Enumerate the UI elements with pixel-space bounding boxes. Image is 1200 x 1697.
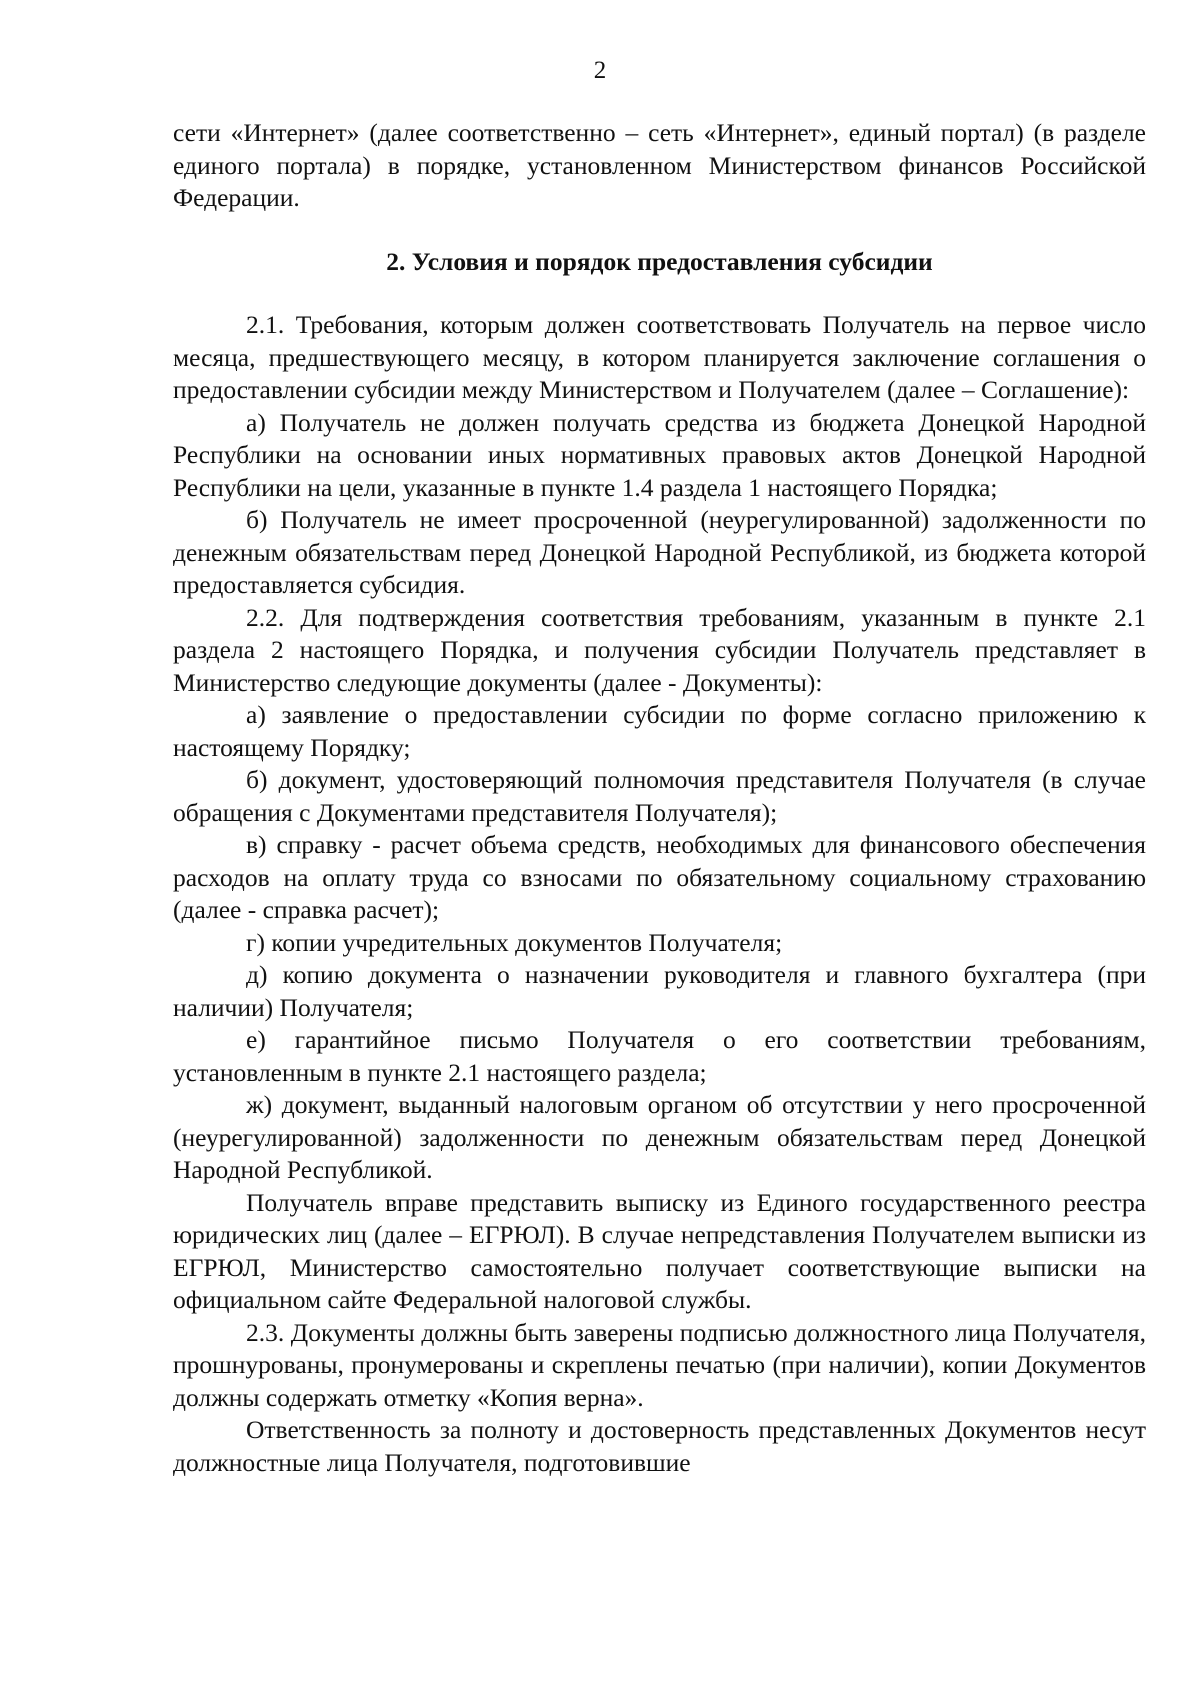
egrul-paragraph: Получатель вправе представить выписку из Единого государственного реестра юридических лиц (далее – ЕГРЮЛ). В случае непредставления Получателем выписки из ЕГРЮЛ, Министерство самостоятельно получает соответствующие выписки на официальном сайте Федеральной налоговой службы. bbox=[173, 1187, 1146, 1314]
intro-paragraph: сети «Интернет» (далее соответственно – сеть «Интернет», единый портал) (в разделе единого портала) в порядке, установленном Министерством финансов Российской Федерации. bbox=[173, 118, 1146, 212]
page-number: 2 bbox=[593, 57, 607, 84]
responsibility-paragraph: Ответственность за полноту и достоверность представленных Документов несут должностные лица Получателя, подготовившие bbox=[173, 1415, 1146, 1477]
clause-2-2-e: е) гарантийное письмо Получателя о его соответствии требованиям, установленным в пункте 2.1 настоящего раздела; bbox=[173, 1025, 1146, 1087]
clause-2-2: 2.2. Для подтверждения соответствия требованиям, указанным в пункте 2.1 раздела 2 настоящего Порядка, и получения субсидии Получатель представляет в Министерство следующие документы (далее - Документы): bbox=[173, 602, 1146, 697]
clause-2-1-a: а) Получатель не должен получать средства из бюджета Донецкой Народной Республики на основании иных нормативных правовых актов Донецкой Народной Республики на цели, указанные в пункте 1.4 раздела 1 настоящего Порядка; bbox=[173, 407, 1146, 502]
clause-2-1: 2.1. Требования, которым должен соответствовать Получатель на первое число месяца, предшествующего месяцу, в котором планируется заключение соглашения о предоставлении субсидии между Министерством и Получателем (далее – Соглашение): bbox=[173, 310, 1146, 404]
clause-2-2-a: а) заявление о предоставлении субсидии по форме согласно приложению к настоящему Порядку; bbox=[173, 700, 1146, 762]
clause-2-2-d: д) копию документа о назначении руководителя и главного бухгалтера (при наличии) Получателя; bbox=[173, 960, 1146, 1022]
clause-2-2-b: б) документ, удостоверяющий полномочия представителя Получателя (в случае обращения с Документами представителя Получателя); bbox=[173, 765, 1146, 827]
clause-2-3: 2.3. Документы должны быть заверены подписью должностного лица Получателя, прошнурованы, пронумерованы и скреплены печатью (при наличии), копии Документов должны содержать отметку «Копия верна». bbox=[173, 1317, 1146, 1412]
section-heading: 2. Условия и порядок предоставления субсидии bbox=[386, 246, 933, 276]
clause-2-1-b: б) Получатель не имеет просроченной (неурегулированной) задолженности по денежным обязательствам перед Донецкой Народной Республикой, из бюджета которой предоставляется субсидия. bbox=[173, 505, 1146, 599]
clause-2-2-zh: ж) документ, выданный налоговым органом об отсутствии у него просроченной (неурегулированной) задолженности по денежным обязательствам перед Донецкой Народной Республикой. bbox=[173, 1090, 1146, 1184]
clause-2-2-v: в) справку - расчет объема средств, необходимых для финансового обеспечения расходов на оплату труда со взносами по обязательному социальному страхованию (далее - справка расчет); bbox=[173, 830, 1146, 924]
document-body bbox=[173, 117, 1146, 1479]
clause-2-2-g: г) копии учредительных документов Получателя; bbox=[246, 927, 783, 957]
